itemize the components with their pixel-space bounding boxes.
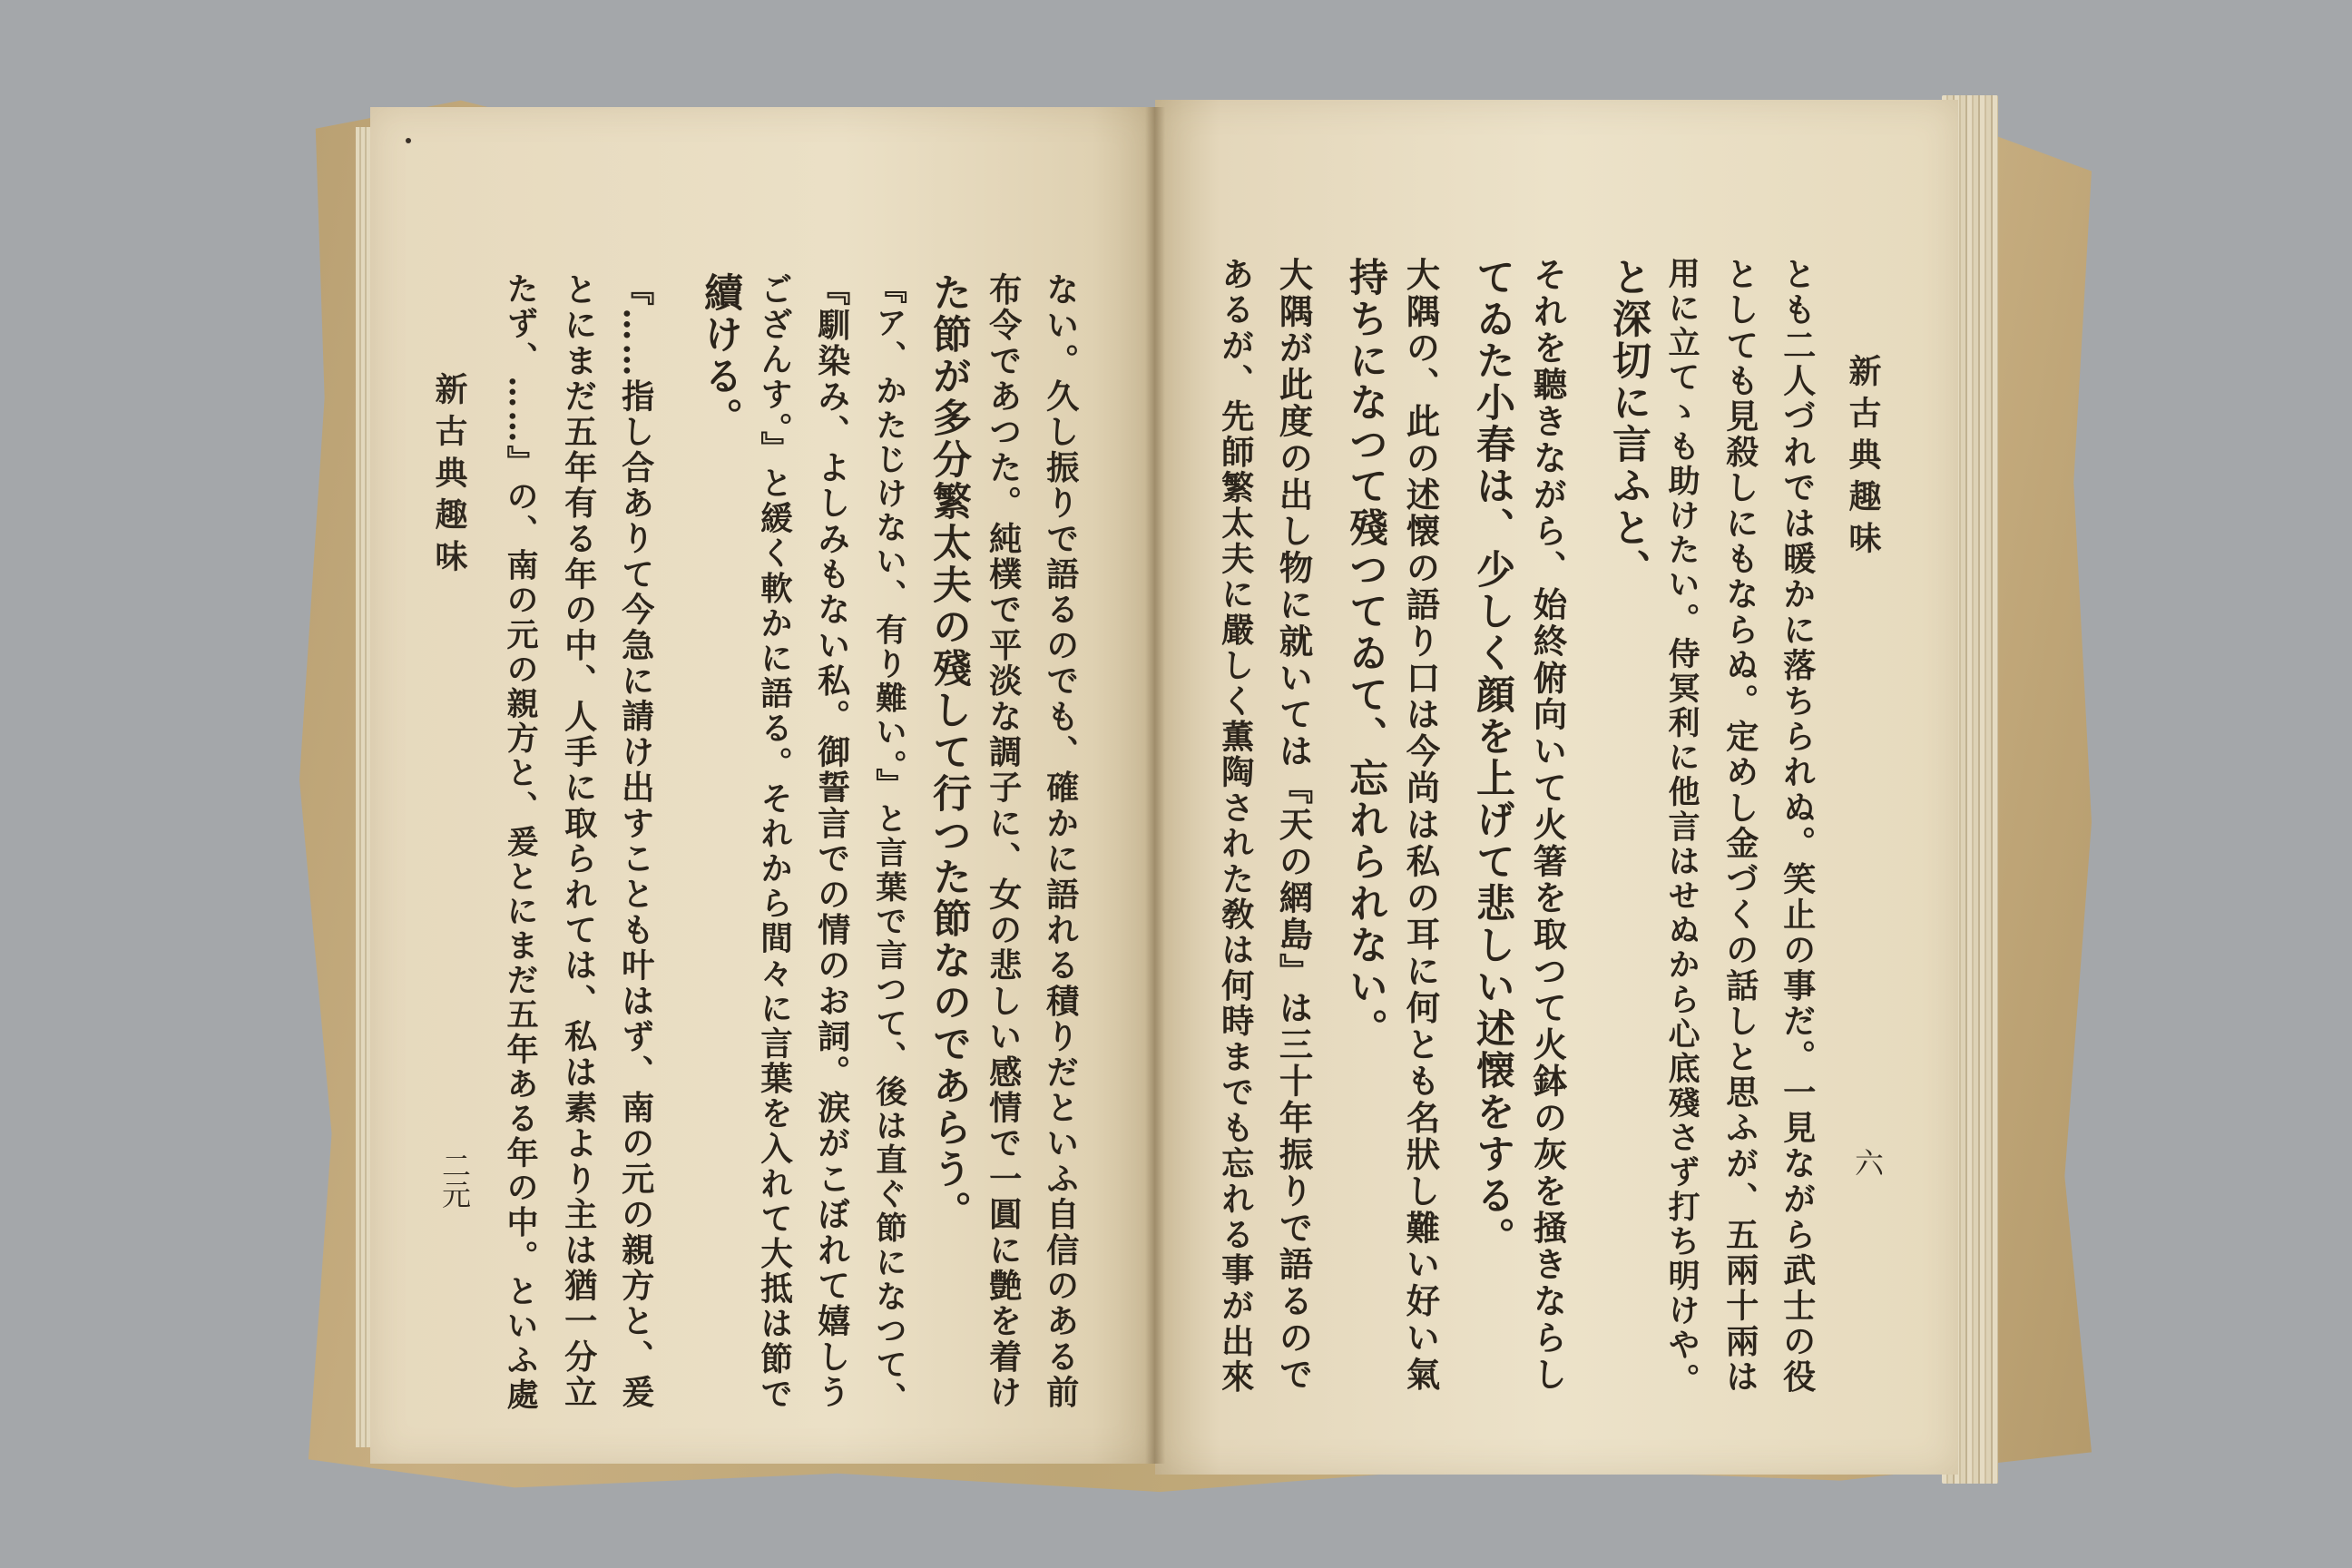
left-col-4: 『ア、かたじけない、有り難い。』と言葉で言つて、後は直ぐ節になつて、 xyxy=(869,272,906,1416)
left-col-9: とにまだ五年有る年の中、人手に取られては、私は素より主は猶一分立 xyxy=(559,272,599,1411)
left-col-5: 『馴染み、よしみもない私。御誓言での情のお詞。涙がこぼれて嬉しう xyxy=(812,272,852,1411)
left-col-10: たず、……』の、南の元の親方と、爰とにまだ五年ある年の中。といふ處 xyxy=(502,272,540,1413)
right-page-header: 新古典趣味 xyxy=(1844,354,1882,563)
right-col-4: と深切に言ふと、 xyxy=(1606,257,1651,591)
right-col-1: とも二人づれでは暖かに落ちられぬ。笑止の事だ。一見ながら武士の役 xyxy=(1778,257,1818,1396)
left-col-8: 『……指し合ありて今急に請け出すことも叶はず、南の元の親方と、爰 xyxy=(616,272,656,1411)
book-gutter xyxy=(1145,107,1165,1464)
left-col-3: た節が多分繁太夫の殘して行つた節なのであらう。 xyxy=(926,272,972,1232)
left-col-2: 布令であつた。純樸で平淡な調子に、女の悲しい感情で一圓に艶を着け xyxy=(984,272,1024,1411)
left-col-1: ない。久し振りで語るのでも、確かに語れる積りだといふ自信のある前 xyxy=(1041,272,1081,1411)
right-col-2: としても見殺しにもならぬ。定めし金づくの話しと思ふが、五兩十兩は xyxy=(1720,257,1760,1396)
right-col-7: 大隅の、此の述懐の語り口は今尚は私の耳に何とも名狀し難い好い氣 xyxy=(1400,257,1441,1394)
left-page-number: 二元 xyxy=(437,1151,472,1209)
right-col-6: てゐた小春は、少しく顔を上げて悲しい述懐をする。 xyxy=(1470,257,1515,1259)
right-col-10: あるが、先師繁太夫に嚴しく薫陶された敎は何時までも忘れる事が出來 xyxy=(1216,257,1256,1396)
page-mark xyxy=(406,138,411,143)
right-page-number: 六 xyxy=(1850,1148,1885,1177)
right-col-8: 持ちになつて殘つてゐて、忘れられない。 xyxy=(1343,257,1388,1050)
left-col-6: ござんす。』と緩く軟かに語る。それから間々に言葉を入れて大抵は節で xyxy=(755,272,793,1412)
left-page-header: 新古典趣味 xyxy=(430,372,468,581)
right-col-9: 大隅が此度の出し物に就いては『天の網島』は三十年振りで語るので xyxy=(1273,257,1314,1394)
right-col-5: それを聽きながら、始終俯向いて火箸を取つて火鉢の灰を掻きならし xyxy=(1527,257,1568,1394)
left-col-7: 續ける。 xyxy=(698,272,743,439)
right-col-3: 用に立てゝも助けたい。侍冥利に他言はせぬから心底殘さず打ち明けや。 xyxy=(1663,257,1701,1397)
